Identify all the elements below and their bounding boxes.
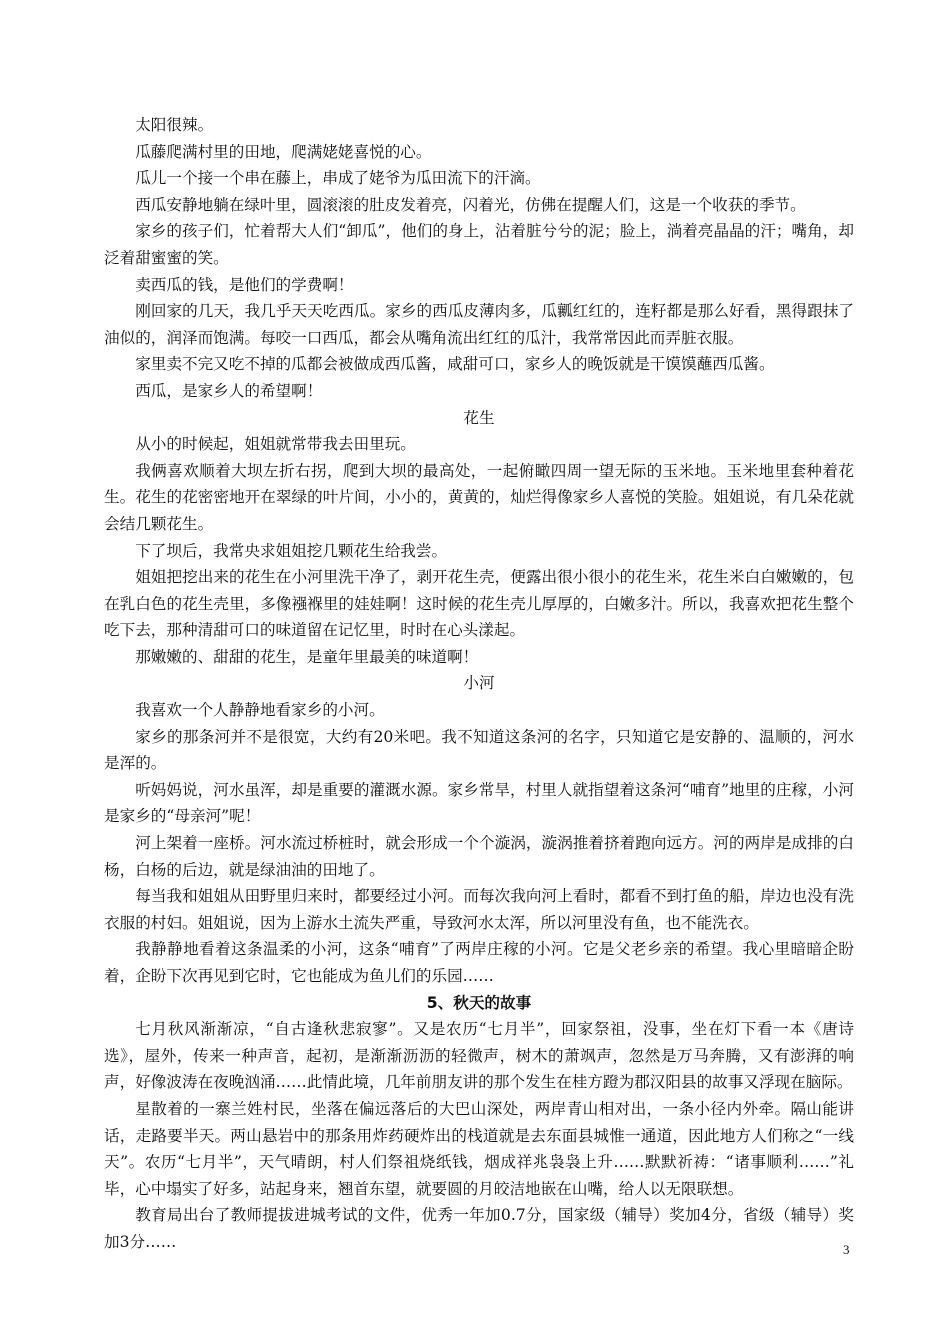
paragraph: 从小的时候起，姐姐就常带我去田里玩。 [135, 435, 416, 454]
paragraph: 我喜欢一个人静静地看家乡的小河。 [135, 701, 385, 720]
page-number: 3 [843, 1242, 850, 1257]
section-title-peanut: 花生 [463, 408, 495, 427]
paragraph: 教育局出台了教师提拔进城考试的文件，优秀一年加0.7分，国家级（辅导）奖加4分，省级（辅导）奖加3分…… [104, 1206, 854, 1251]
paragraph: 家乡的那条河并不是很宽，大约有20米吧。我不知道这条河的名字，只知道它是安静的、温顺的，河水是浑的。 [104, 727, 854, 773]
paragraph: 太阳很辣。 [135, 116, 214, 134]
paragraph: 西瓜安静地躺在绿叶里，圆滚滚的肚皮发着亮，闪着光，仿佛在提醒人们，这是一个收获的季节。 [135, 195, 806, 214]
paragraph: 星散着的一寨兰姓村民，坐落在偏远落后的大巴山深处，两岸青山相对出，一条小径内外牵。隔山能讲话，走路要半天。两山悬岩中的那条用炸药硬炸出的栈道就是去东面县城惟一通道，因此地方人们称之“一线天”。农历“七月半”，天气晴朗，村人们祭祖烧纸钱，烟成祥兆袅袅上升……默默祈祷：“诸事顺利……”礼毕，心中塌实了好多，站起身来，翘首东望，就要圆的月皎洁地嵌在山嘴，给人以无限联想。 [104, 1099, 854, 1198]
paragraph: 那嫩嫩的、甜甜的花生，是童年里最美的味道啊！ [135, 647, 479, 666]
paragraph: 七月秋风渐渐凉，“自古逢秋悲寂寥”。又是农历“七月半”，回家祭祖，没事，坐在灯下看一本《唐诗选》，屋外，传来一种声音，起初，是渐渐沥沥的轻微声，树木的萧飒声，忽然是万马奔腾，又有澎湃的响声，好像波涛在夜晚汹涌……此情此境，几年前朋友讲的那个发生在桂方蹬为郡汉阳县的故事又浮现在脑际。 [104, 1020, 854, 1092]
document-body [104, 112, 854, 1256]
paragraph: 听妈妈说，河水虽浑，却是重要的灌溉水源。家乡常旱，村里人就指望着这条河“哺育”地里的庄稼，小河是家乡的“母亲河”呢！ [104, 780, 854, 826]
paragraph: 姐姐把挖出来的花生在小河里洗干净了，剥开花生壳，便露出很小很小的花生米，花生米白白嫩嫩的，包在乳白色的花生壳里，多像襁褓里的娃娃啊！这时候的花生壳儿厚厚的，白嫩多汁。所以，我喜欢把花生整个吃下去，那种清甜可口的味道留在记忆里，时时在心头漾起。 [104, 568, 854, 640]
paragraph: 瓜儿一个接一个串在藤上，串成了姥爷为瓜田流下的汗滴。 [135, 169, 541, 188]
peanut-section [104, 405, 854, 671]
paragraph: 家乡的孩子们，忙着帮大人们“卸瓜”，他们的身上，沾着脏兮兮的泥；脸上，淌着亮晶晶的汗；嘴角，却泛着甜蜜蜜的笑。 [104, 222, 854, 267]
paragraph: 西瓜，是家乡人的希望啊！ [135, 381, 323, 400]
chapter-title-autumn: 5、秋天的故事 [426, 993, 532, 1012]
paragraph: 每当我和姐姐从田野里归来时，都要经过小河。而每次我向河上看时，都看不到打鱼的船，岸边也没有洗衣服的村妇。姐姐说，因为上游水土流失严重，导致河水太浑，所以河里没有鱼，也不能洗衣。 [104, 887, 854, 932]
paragraph: 我俩喜欢顺着大坝左折右拐，爬到大坝的最高处，一起俯瞰四周一望无际的玉米地。玉米地里套种着花生。花生的花密密地开在翠绿的叶片间，小小的，黄黄的，灿烂得像家乡人喜悦的笑脸。姐姐说，有几朵花就会结几颗花生。 [104, 461, 854, 533]
paragraph: 卖西瓜的钱，是他们的学费啊！ [135, 275, 354, 294]
river-section [104, 670, 854, 989]
paragraph: 刚回家的几天，我几乎天天吃西瓜。家乡的西瓜皮薄肉多，瓜瓤红红的，连籽都是那么好看，黑得跟抹了油似的，润泽而饱满。每咬一口西瓜，都会从嘴角流出红红的瓜汁，我常常因此而弄脏衣服。 [104, 302, 854, 347]
watermelon-section [104, 112, 854, 405]
paragraph: 瓜藤爬满村里的田地，爬满姥姥喜悦的心。 [135, 142, 432, 161]
section-title-river: 小河 [463, 674, 495, 693]
paragraph: 下了坝后，我常央求姐姐挖几颗花生给我尝。 [135, 541, 448, 560]
autumn-section [104, 990, 854, 1256]
paragraph: 我静静地看着这条温柔的小河，这条“哺育”了两岸庄稼的小河。它是父老乡亲的希望。我心里暗暗企盼着，企盼下次再见到它时，它也能成为鱼儿们的乐园…… [104, 940, 854, 985]
paragraph: 家里卖不完又吃不掉的瓜都会被做成西瓜酱，咸甜可口，家乡人的晚饭就是干馍馍蘸西瓜酱。 [135, 355, 775, 374]
paragraph: 河上架着一座桥。河水流过桥桩时，就会形成一个个漩涡，漩涡推着挤着跑向远方。河的两岸是成排的白杨，白杨的后边，就是绿油油的田地了。 [104, 834, 854, 879]
